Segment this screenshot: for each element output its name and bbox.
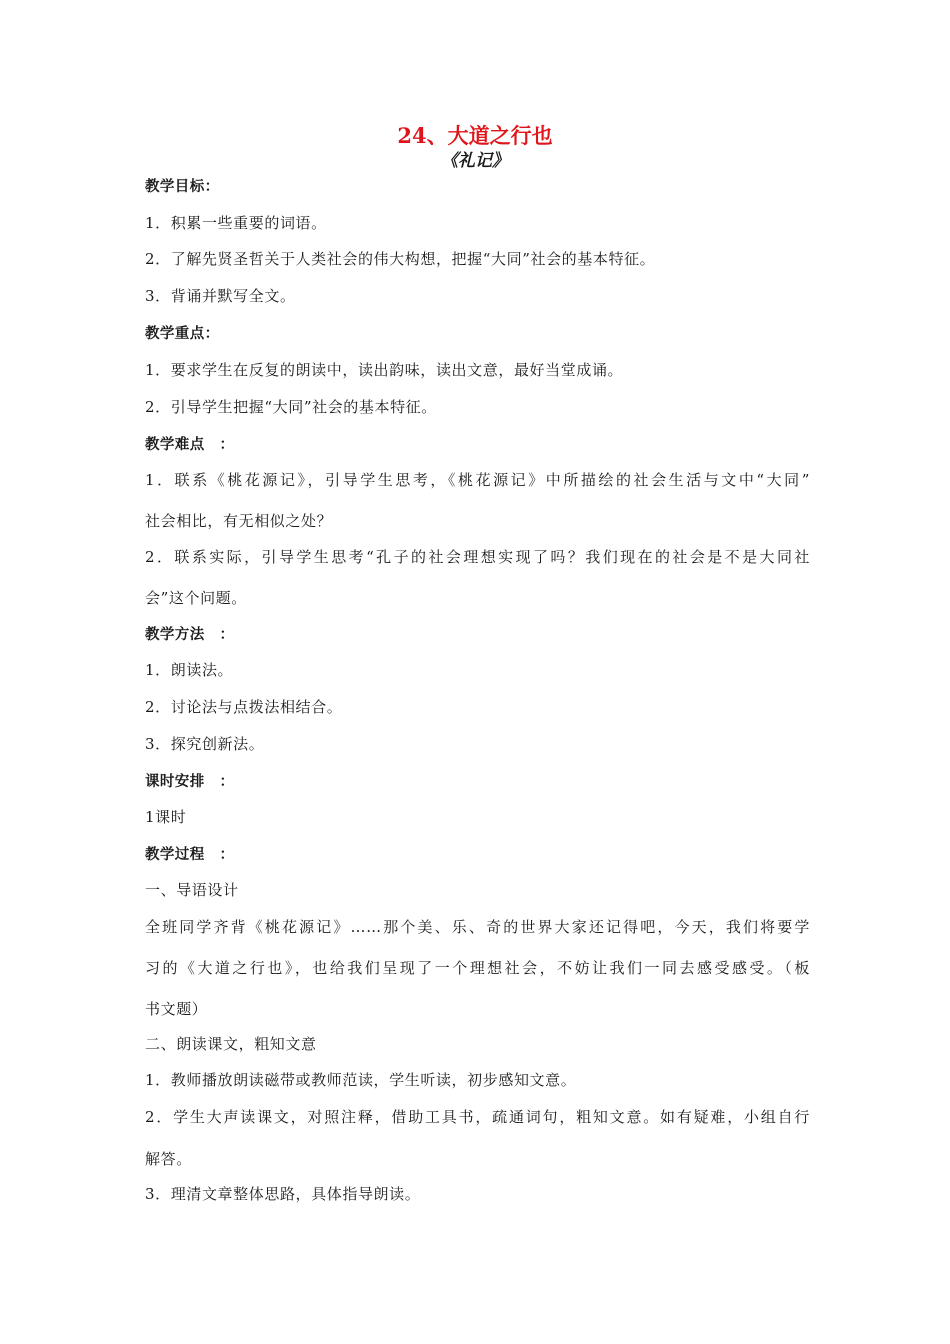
- process-step-heading: 一、导语设计: [145, 881, 239, 899]
- difficulty-item: 2．联系实际，引导学生思考“孔子的社会理想实现了吗？我们现在的社会是不是大同社: [145, 548, 810, 566]
- goal-item: 2．了解先贤圣哲关于人类社会的伟大构想，把握“大同”社会的基本特征。: [145, 250, 656, 268]
- process-item-continued: 解答。: [145, 1150, 192, 1168]
- process-item: 3．理清文章整体思路，具体指导朗读。: [145, 1185, 421, 1203]
- method-item: 1．朗读法。: [145, 661, 234, 679]
- document-title: 24、大道之行也: [397, 123, 553, 148]
- difficulty-item-continued: 社会相比，有无相似之处？: [145, 512, 333, 530]
- section-heading-goals: 教学目标：: [145, 179, 220, 195]
- section-heading-schedule: 课时安排 ：: [145, 774, 235, 790]
- process-paragraph-continued: 书文题）: [145, 1000, 208, 1018]
- key-point-item: 2．引导学生把握“大同”社会的基本特征。: [145, 398, 437, 416]
- difficulty-item-continued: 会”这个问题。: [145, 589, 247, 607]
- schedule-item: 1课时: [145, 808, 187, 826]
- difficulty-item: 1．联系《桃花源记》，引导学生思考，《桃花源记》中所描绘的社会生活与文中“大同”: [145, 471, 810, 489]
- process-paragraph: 全班同学齐背《桃花源记》……那个美、乐、奇的世界大家还记得吧，今天，我们将要学: [145, 918, 810, 936]
- process-paragraph-continued: 习的《大道之行也》，也给我们呈现了一个理想社会，不妨让我们一同去感受感受。（板: [145, 959, 810, 977]
- goal-item: 3．背诵并默写全文。: [145, 287, 296, 305]
- process-item: 1．教师播放朗读磁带或教师范读，学生听读，初步感知文意。: [145, 1071, 577, 1089]
- key-point-item: 1．要求学生在反复的朗读中，读出韵味，读出文意，最好当堂成诵。: [145, 361, 624, 379]
- section-heading-methods: 教学方法 ：: [145, 627, 235, 643]
- section-heading-key-points: 教学重点：: [145, 326, 220, 342]
- goal-item: 1．积累一些重要的词语。: [145, 214, 327, 232]
- process-item: 2．学生大声读课文，对照注释，借助工具书，疏通词句，粗知文意。如有疑难，小组自行: [145, 1108, 810, 1126]
- method-item: 2．讨论法与点拨法相结合。: [145, 698, 343, 716]
- process-step-heading: 二、朗读课文，粗知文意: [145, 1035, 317, 1053]
- section-heading-process: 教学过程 ：: [145, 847, 235, 863]
- section-heading-difficulties: 教学难点 ：: [145, 437, 235, 453]
- document-subtitle: 《礼记》: [441, 151, 509, 171]
- method-item: 3．探究创新法。: [145, 735, 265, 753]
